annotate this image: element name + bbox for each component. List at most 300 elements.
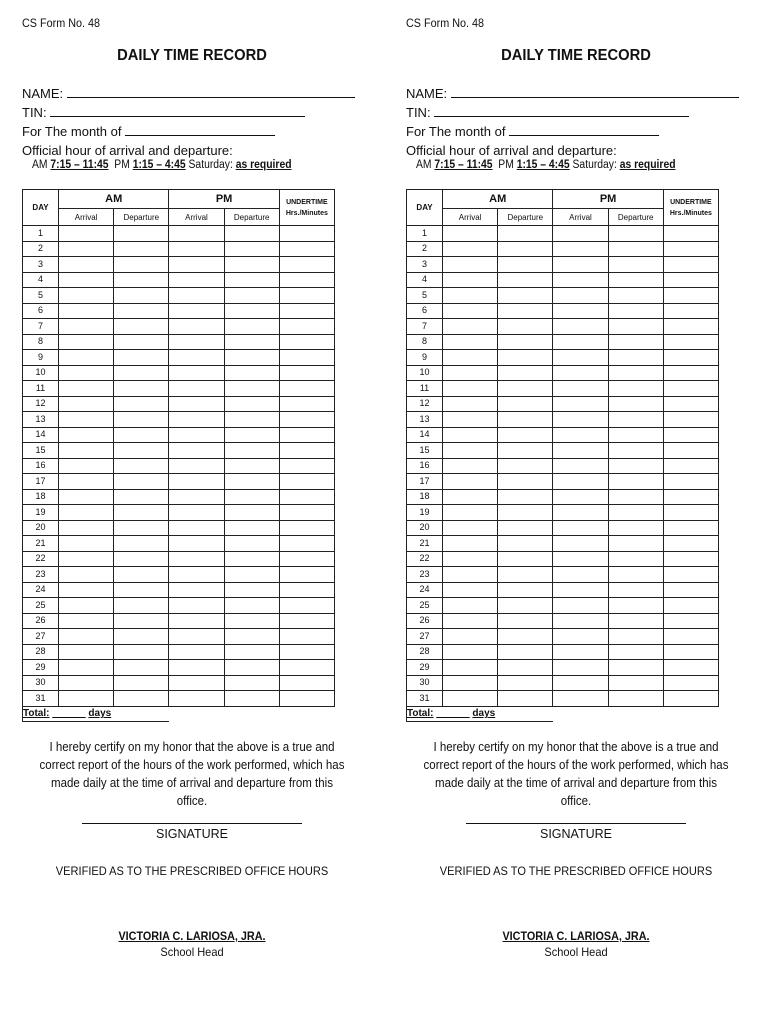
pm-departure-cell[interactable] [608, 272, 663, 288]
am-departure-cell[interactable] [498, 613, 553, 629]
undertime-cell[interactable] [663, 458, 718, 474]
undertime-cell[interactable] [663, 505, 718, 521]
pm-arrival-cell[interactable] [169, 443, 224, 459]
am-arrival-cell[interactable] [443, 644, 498, 660]
am-departure-cell[interactable] [114, 427, 169, 443]
am-arrival-cell[interactable] [443, 396, 498, 412]
tin-blank[interactable] [434, 105, 689, 117]
pm-departure-cell[interactable] [608, 458, 663, 474]
pm-departure-cell[interactable] [608, 350, 663, 366]
name-blank[interactable] [451, 86, 739, 98]
undertime-cell[interactable] [663, 567, 718, 583]
pm-departure-cell[interactable] [608, 551, 663, 567]
pm-arrival-cell[interactable] [553, 458, 608, 474]
pm-arrival-cell[interactable] [553, 365, 608, 381]
am-arrival-cell[interactable] [443, 458, 498, 474]
pm-arrival-cell[interactable] [169, 458, 224, 474]
month-blank[interactable] [125, 124, 275, 136]
pm-departure-cell[interactable] [224, 489, 279, 505]
am-arrival-cell[interactable] [443, 660, 498, 676]
month-blank[interactable] [509, 124, 659, 136]
undertime-cell[interactable] [663, 582, 718, 598]
am-departure-cell[interactable] [114, 319, 169, 335]
undertime-cell[interactable] [279, 458, 334, 474]
pm-departure-cell[interactable] [224, 381, 279, 397]
am-departure-cell[interactable] [498, 536, 553, 552]
undertime-cell[interactable] [663, 226, 718, 242]
am-arrival-cell[interactable] [59, 536, 114, 552]
am-arrival-cell[interactable] [443, 629, 498, 645]
pm-arrival-cell[interactable] [553, 334, 608, 350]
am-arrival-cell[interactable] [443, 288, 498, 304]
am-departure-cell[interactable] [498, 381, 553, 397]
am-departure-cell[interactable] [498, 319, 553, 335]
am-departure-cell[interactable] [114, 489, 169, 505]
pm-departure-cell[interactable] [608, 489, 663, 505]
pm-departure-cell[interactable] [608, 505, 663, 521]
pm-arrival-cell[interactable] [553, 241, 608, 257]
pm-arrival-cell[interactable] [553, 288, 608, 304]
am-arrival-cell[interactable] [59, 427, 114, 443]
am-arrival-cell[interactable] [443, 691, 498, 707]
pm-arrival-cell[interactable] [553, 303, 608, 319]
pm-departure-cell[interactable] [224, 691, 279, 707]
pm-arrival-cell[interactable] [553, 272, 608, 288]
pm-arrival-cell[interactable] [169, 567, 224, 583]
pm-arrival-cell[interactable] [553, 644, 608, 660]
am-departure-cell[interactable] [114, 365, 169, 381]
am-departure-cell[interactable] [114, 536, 169, 552]
undertime-cell[interactable] [279, 443, 334, 459]
pm-departure-cell[interactable] [224, 598, 279, 614]
pm-arrival-cell[interactable] [553, 350, 608, 366]
pm-arrival-cell[interactable] [553, 489, 608, 505]
undertime-cell[interactable] [279, 350, 334, 366]
pm-arrival-cell[interactable] [169, 582, 224, 598]
am-departure-cell[interactable] [114, 396, 169, 412]
pm-arrival-cell[interactable] [553, 427, 608, 443]
am-departure-cell[interactable] [114, 598, 169, 614]
pm-arrival-cell[interactable] [553, 551, 608, 567]
pm-arrival-cell[interactable] [169, 489, 224, 505]
am-arrival-cell[interactable] [59, 629, 114, 645]
am-arrival-cell[interactable] [443, 505, 498, 521]
undertime-cell[interactable] [663, 598, 718, 614]
pm-arrival-cell[interactable] [553, 381, 608, 397]
pm-departure-cell[interactable] [224, 660, 279, 676]
undertime-cell[interactable] [279, 381, 334, 397]
undertime-cell[interactable] [663, 396, 718, 412]
undertime-cell[interactable] [279, 489, 334, 505]
undertime-cell[interactable] [663, 412, 718, 428]
undertime-cell[interactable] [663, 675, 718, 691]
pm-departure-cell[interactable] [224, 520, 279, 536]
am-departure-cell[interactable] [114, 582, 169, 598]
pm-arrival-cell[interactable] [553, 598, 608, 614]
am-arrival-cell[interactable] [59, 272, 114, 288]
pm-departure-cell[interactable] [608, 334, 663, 350]
undertime-cell[interactable] [663, 551, 718, 567]
pm-arrival-cell[interactable] [169, 272, 224, 288]
am-departure-cell[interactable] [498, 489, 553, 505]
am-arrival-cell[interactable] [59, 675, 114, 691]
undertime-cell[interactable] [279, 644, 334, 660]
signature-line[interactable] [82, 823, 302, 824]
pm-departure-cell[interactable] [608, 474, 663, 490]
pm-arrival-cell[interactable] [169, 551, 224, 567]
undertime-cell[interactable] [279, 334, 334, 350]
pm-arrival-cell[interactable] [169, 226, 224, 242]
am-departure-cell[interactable] [114, 226, 169, 242]
am-departure-cell[interactable] [498, 629, 553, 645]
name-field[interactable] [22, 86, 355, 101]
am-arrival-cell[interactable] [59, 365, 114, 381]
pm-arrival-cell[interactable] [553, 505, 608, 521]
pm-arrival-cell[interactable] [553, 319, 608, 335]
pm-departure-cell[interactable] [224, 629, 279, 645]
pm-arrival-cell[interactable] [169, 288, 224, 304]
undertime-cell[interactable] [663, 660, 718, 676]
pm-arrival-cell[interactable] [553, 412, 608, 428]
am-arrival-cell[interactable] [59, 474, 114, 490]
am-arrival-cell[interactable] [59, 241, 114, 257]
am-departure-cell[interactable] [498, 551, 553, 567]
undertime-cell[interactable] [279, 675, 334, 691]
am-departure-cell[interactable] [498, 443, 553, 459]
am-arrival-cell[interactable] [443, 365, 498, 381]
pm-departure-cell[interactable] [608, 567, 663, 583]
undertime-cell[interactable] [663, 427, 718, 443]
pm-departure-cell[interactable] [224, 505, 279, 521]
undertime-cell[interactable] [663, 613, 718, 629]
pm-departure-cell[interactable] [608, 319, 663, 335]
am-arrival-cell[interactable] [59, 598, 114, 614]
pm-departure-cell[interactable] [224, 582, 279, 598]
am-departure-cell[interactable] [498, 303, 553, 319]
am-arrival-cell[interactable] [59, 303, 114, 319]
undertime-cell[interactable] [279, 598, 334, 614]
am-arrival-cell[interactable] [59, 350, 114, 366]
pm-arrival-cell[interactable] [553, 567, 608, 583]
month-field[interactable] [406, 124, 659, 139]
pm-departure-cell[interactable] [224, 644, 279, 660]
am-arrival-cell[interactable] [443, 303, 498, 319]
am-arrival-cell[interactable] [443, 272, 498, 288]
pm-departure-cell[interactable] [224, 675, 279, 691]
undertime-cell[interactable] [279, 691, 334, 707]
pm-departure-cell[interactable] [224, 443, 279, 459]
pm-arrival-cell[interactable] [169, 241, 224, 257]
pm-arrival-cell[interactable] [169, 396, 224, 412]
am-arrival-cell[interactable] [443, 536, 498, 552]
undertime-cell[interactable] [279, 582, 334, 598]
pm-arrival-cell[interactable] [169, 598, 224, 614]
pm-arrival-cell[interactable] [169, 350, 224, 366]
am-departure-cell[interactable] [114, 303, 169, 319]
am-departure-cell[interactable] [498, 582, 553, 598]
pm-arrival-cell[interactable] [553, 536, 608, 552]
undertime-cell[interactable] [663, 272, 718, 288]
pm-arrival-cell[interactable] [169, 334, 224, 350]
am-arrival-cell[interactable] [443, 257, 498, 273]
am-departure-cell[interactable] [114, 350, 169, 366]
tin-field[interactable] [22, 105, 305, 120]
pm-departure-cell[interactable] [224, 412, 279, 428]
am-arrival-cell[interactable] [59, 257, 114, 273]
pm-departure-cell[interactable] [224, 396, 279, 412]
undertime-cell[interactable] [663, 489, 718, 505]
name-field[interactable] [406, 86, 739, 101]
am-departure-cell[interactable] [114, 644, 169, 660]
am-departure-cell[interactable] [114, 691, 169, 707]
pm-departure-cell[interactable] [224, 551, 279, 567]
pm-arrival-cell[interactable] [169, 613, 224, 629]
am-arrival-cell[interactable] [443, 381, 498, 397]
pm-arrival-cell[interactable] [553, 675, 608, 691]
pm-arrival-cell[interactable] [169, 505, 224, 521]
pm-departure-cell[interactable] [224, 427, 279, 443]
undertime-cell[interactable] [279, 505, 334, 521]
pm-departure-cell[interactable] [608, 381, 663, 397]
pm-departure-cell[interactable] [608, 691, 663, 707]
pm-arrival-cell[interactable] [553, 396, 608, 412]
am-arrival-cell[interactable] [59, 691, 114, 707]
am-departure-cell[interactable] [114, 412, 169, 428]
am-arrival-cell[interactable] [59, 644, 114, 660]
undertime-cell[interactable] [663, 443, 718, 459]
pm-departure-cell[interactable] [608, 520, 663, 536]
undertime-cell[interactable] [663, 350, 718, 366]
pm-arrival-cell[interactable] [169, 365, 224, 381]
pm-departure-cell[interactable] [608, 443, 663, 459]
am-departure-cell[interactable] [114, 334, 169, 350]
pm-arrival-cell[interactable] [169, 644, 224, 660]
pm-departure-cell[interactable] [608, 396, 663, 412]
undertime-cell[interactable] [279, 241, 334, 257]
am-departure-cell[interactable] [498, 272, 553, 288]
pm-departure-cell[interactable] [608, 226, 663, 242]
undertime-cell[interactable] [663, 303, 718, 319]
am-arrival-cell[interactable] [59, 396, 114, 412]
pm-departure-cell[interactable] [224, 365, 279, 381]
am-departure-cell[interactable] [498, 412, 553, 428]
am-departure-cell[interactable] [114, 660, 169, 676]
am-departure-cell[interactable] [114, 257, 169, 273]
pm-arrival-cell[interactable] [169, 303, 224, 319]
pm-departure-cell[interactable] [224, 288, 279, 304]
undertime-cell[interactable] [663, 288, 718, 304]
pm-departure-cell[interactable] [608, 365, 663, 381]
am-arrival-cell[interactable] [59, 660, 114, 676]
am-departure-cell[interactable] [498, 226, 553, 242]
am-arrival-cell[interactable] [59, 458, 114, 474]
am-departure-cell[interactable] [114, 272, 169, 288]
pm-arrival-cell[interactable] [553, 613, 608, 629]
am-departure-cell[interactable] [114, 288, 169, 304]
pm-arrival-cell[interactable] [169, 474, 224, 490]
pm-departure-cell[interactable] [224, 567, 279, 583]
am-departure-cell[interactable] [114, 381, 169, 397]
am-arrival-cell[interactable] [59, 582, 114, 598]
signature-line[interactable] [466, 823, 686, 824]
undertime-cell[interactable] [663, 536, 718, 552]
undertime-cell[interactable] [279, 365, 334, 381]
am-arrival-cell[interactable] [443, 443, 498, 459]
am-departure-cell[interactable] [498, 520, 553, 536]
pm-departure-cell[interactable] [224, 474, 279, 490]
am-arrival-cell[interactable] [59, 226, 114, 242]
am-arrival-cell[interactable] [59, 288, 114, 304]
am-departure-cell[interactable] [498, 396, 553, 412]
am-arrival-cell[interactable] [59, 443, 114, 459]
pm-departure-cell[interactable] [608, 412, 663, 428]
am-departure-cell[interactable] [498, 675, 553, 691]
pm-arrival-cell[interactable] [553, 474, 608, 490]
undertime-cell[interactable] [663, 644, 718, 660]
am-arrival-cell[interactable] [443, 334, 498, 350]
am-departure-cell[interactable] [498, 257, 553, 273]
pm-arrival-cell[interactable] [553, 520, 608, 536]
undertime-cell[interactable] [279, 536, 334, 552]
am-arrival-cell[interactable] [443, 350, 498, 366]
pm-departure-cell[interactable] [608, 536, 663, 552]
am-departure-cell[interactable] [114, 505, 169, 521]
am-departure-cell[interactable] [498, 350, 553, 366]
am-departure-cell[interactable] [114, 613, 169, 629]
am-arrival-cell[interactable] [443, 582, 498, 598]
pm-arrival-cell[interactable] [169, 660, 224, 676]
am-departure-cell[interactable] [114, 458, 169, 474]
undertime-cell[interactable] [279, 303, 334, 319]
am-departure-cell[interactable] [114, 629, 169, 645]
undertime-cell[interactable] [279, 412, 334, 428]
month-field[interactable] [22, 124, 275, 139]
am-departure-cell[interactable] [114, 443, 169, 459]
pm-departure-cell[interactable] [224, 613, 279, 629]
pm-departure-cell[interactable] [608, 582, 663, 598]
pm-departure-cell[interactable] [224, 226, 279, 242]
pm-arrival-cell[interactable] [553, 226, 608, 242]
pm-departure-cell[interactable] [224, 272, 279, 288]
am-arrival-cell[interactable] [443, 226, 498, 242]
am-departure-cell[interactable] [498, 598, 553, 614]
undertime-cell[interactable] [279, 660, 334, 676]
undertime-cell[interactable] [663, 474, 718, 490]
am-departure-cell[interactable] [114, 675, 169, 691]
pm-departure-cell[interactable] [608, 675, 663, 691]
undertime-cell[interactable] [279, 613, 334, 629]
undertime-cell[interactable] [279, 319, 334, 335]
pm-arrival-cell[interactable] [553, 257, 608, 273]
pm-arrival-cell[interactable] [553, 691, 608, 707]
am-arrival-cell[interactable] [59, 613, 114, 629]
am-arrival-cell[interactable] [59, 567, 114, 583]
am-departure-cell[interactable] [498, 288, 553, 304]
am-arrival-cell[interactable] [59, 334, 114, 350]
undertime-cell[interactable] [663, 520, 718, 536]
pm-departure-cell[interactable] [224, 536, 279, 552]
pm-departure-cell[interactable] [608, 660, 663, 676]
pm-departure-cell[interactable] [608, 613, 663, 629]
am-departure-cell[interactable] [498, 365, 553, 381]
pm-arrival-cell[interactable] [553, 660, 608, 676]
am-departure-cell[interactable] [498, 474, 553, 490]
am-departure-cell[interactable] [498, 458, 553, 474]
undertime-cell[interactable] [279, 474, 334, 490]
pm-arrival-cell[interactable] [553, 582, 608, 598]
am-arrival-cell[interactable] [443, 567, 498, 583]
pm-departure-cell[interactable] [608, 303, 663, 319]
am-departure-cell[interactable] [114, 551, 169, 567]
am-arrival-cell[interactable] [59, 412, 114, 428]
undertime-cell[interactable] [663, 365, 718, 381]
am-arrival-cell[interactable] [59, 505, 114, 521]
am-departure-cell[interactable] [498, 691, 553, 707]
am-arrival-cell[interactable] [59, 381, 114, 397]
pm-departure-cell[interactable] [224, 241, 279, 257]
pm-departure-cell[interactable] [608, 644, 663, 660]
pm-arrival-cell[interactable] [169, 319, 224, 335]
am-departure-cell[interactable] [498, 241, 553, 257]
tin-field[interactable] [406, 105, 689, 120]
am-arrival-cell[interactable] [443, 613, 498, 629]
am-departure-cell[interactable] [498, 505, 553, 521]
undertime-cell[interactable] [663, 629, 718, 645]
am-arrival-cell[interactable] [59, 489, 114, 505]
am-arrival-cell[interactable] [443, 598, 498, 614]
undertime-cell[interactable] [279, 226, 334, 242]
pm-departure-cell[interactable] [224, 334, 279, 350]
pm-departure-cell[interactable] [224, 350, 279, 366]
pm-departure-cell[interactable] [608, 241, 663, 257]
pm-arrival-cell[interactable] [169, 381, 224, 397]
am-departure-cell[interactable] [498, 427, 553, 443]
am-arrival-cell[interactable] [443, 319, 498, 335]
am-departure-cell[interactable] [114, 241, 169, 257]
undertime-cell[interactable] [279, 257, 334, 273]
am-arrival-cell[interactable] [443, 241, 498, 257]
pm-arrival-cell[interactable] [169, 629, 224, 645]
undertime-cell[interactable] [279, 551, 334, 567]
am-arrival-cell[interactable] [443, 412, 498, 428]
pm-arrival-cell[interactable] [169, 427, 224, 443]
undertime-cell[interactable] [279, 520, 334, 536]
undertime-cell[interactable] [663, 319, 718, 335]
am-departure-cell[interactable] [498, 334, 553, 350]
undertime-cell[interactable] [279, 272, 334, 288]
am-departure-cell[interactable] [114, 474, 169, 490]
am-arrival-cell[interactable] [443, 489, 498, 505]
undertime-cell[interactable] [279, 629, 334, 645]
pm-departure-cell[interactable] [608, 257, 663, 273]
pm-departure-cell[interactable] [224, 303, 279, 319]
undertime-cell[interactable] [663, 257, 718, 273]
tin-blank[interactable] [50, 105, 305, 117]
pm-arrival-cell[interactable] [553, 443, 608, 459]
am-arrival-cell[interactable] [443, 427, 498, 443]
am-arrival-cell[interactable] [59, 551, 114, 567]
am-departure-cell[interactable] [114, 520, 169, 536]
undertime-cell[interactable] [663, 691, 718, 707]
am-arrival-cell[interactable] [443, 551, 498, 567]
pm-arrival-cell[interactable] [169, 412, 224, 428]
pm-departure-cell[interactable] [608, 598, 663, 614]
pm-departure-cell[interactable] [224, 458, 279, 474]
pm-arrival-cell[interactable] [169, 675, 224, 691]
undertime-cell[interactable] [279, 427, 334, 443]
pm-arrival-cell[interactable] [169, 536, 224, 552]
pm-departure-cell[interactable] [224, 319, 279, 335]
